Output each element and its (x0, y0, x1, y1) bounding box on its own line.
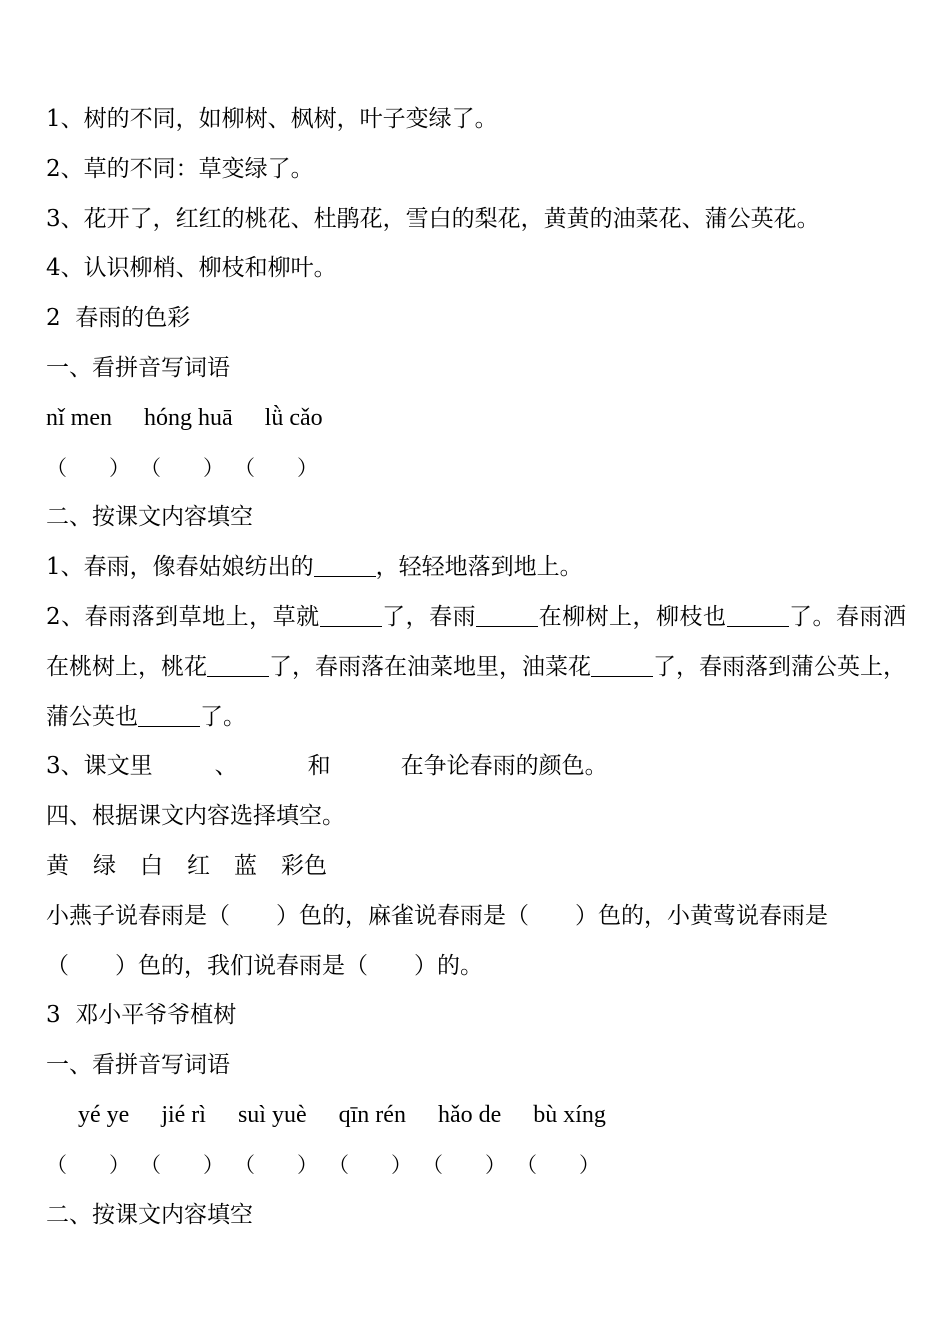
fill-text: 在柳树上，柳枝也 (538, 603, 727, 630)
fill-text: 了，春雨落到蒲公英上，蒲公英也 (46, 653, 906, 730)
fill-blank[interactable] (320, 603, 382, 627)
answer-paren[interactable]: （ ） (234, 455, 318, 480)
section-choice-title: 四、根据课文内容选择填空。 (46, 803, 345, 830)
choice-option: 绿 (93, 852, 116, 879)
answer-paren[interactable]: （ ） (140, 1152, 224, 1177)
fill-text: 在争论春雨的颜色。 (400, 753, 608, 780)
text-line-tree: 1、树的不同，如柳树、枫树，叶子变绿了。 (46, 106, 498, 132)
fill-blank[interactable] (138, 703, 200, 727)
text-line-grass: 2、草的不同：草变绿了。 (46, 155, 314, 182)
answer-paren[interactable]: （ ） (140, 455, 224, 480)
pinyin-word: suì yuè (237, 1101, 307, 1128)
choice-option: 蓝 (234, 852, 257, 879)
fill-text: 了，春雨 (381, 603, 477, 630)
lesson-2-title: 2 春雨的色彩 (46, 305, 191, 332)
answer-paren[interactable]: （ ） (422, 1152, 506, 1177)
fill-text: 了，春雨落在油菜地里，油菜花 (269, 653, 591, 680)
fill-text: ，轻轻地落到地上。 (375, 554, 583, 581)
fill-blank[interactable] (727, 603, 789, 627)
answer-paren[interactable]: （ ） (516, 1152, 600, 1177)
fill-text: 和 (307, 753, 331, 780)
answer-paren-row-1 (46, 444, 906, 494)
worksheet-page (46, 95, 906, 1240)
section-pinyin-title: 一、看拼音写词语 (46, 354, 230, 381)
section-fill-title: 二、按课文内容填空 (46, 504, 253, 531)
pinyin-word: yé ye (78, 1101, 130, 1128)
answer-paren[interactable]: （ ） (234, 1152, 318, 1177)
fill-question-2 (46, 593, 906, 742)
fill-blank[interactable] (591, 653, 653, 677)
choice-option: 红 (187, 852, 210, 879)
choice-option: 黄 (46, 852, 69, 879)
fill-text: 1、春雨，像春姑娘纺出的 (46, 554, 314, 581)
pinyin-word: jié rì (161, 1101, 206, 1128)
lesson-3-title: 3 邓小平爷爷植树 (46, 1002, 237, 1029)
fill-blank[interactable] (207, 653, 269, 677)
pinyin-word: hǎo de (437, 1101, 502, 1128)
fill-question-3 (46, 742, 906, 792)
answer-paren[interactable]: （ ） (46, 455, 130, 480)
answer-paren[interactable]: （ ） (46, 1152, 130, 1177)
text-line-willow: 4、认识柳梢、柳枝和柳叶。 (46, 255, 337, 282)
fill-text: 、 (214, 753, 238, 780)
pinyin-word: lǜ cǎo (264, 404, 323, 431)
text-line-flowers: 3、花开了，红红的桃花、杜鹃花，雪白的梨花，黄黄的油菜花、蒲公英花。 (46, 205, 820, 232)
pinyin-word: nǐ men (46, 404, 112, 431)
choice-option: 彩色 (281, 852, 327, 879)
answer-paren-row-2 (46, 1141, 906, 1191)
fill-text: 了。春雨洒在桃树上，桃花 (46, 603, 907, 680)
pinyin-row-2 (46, 1091, 906, 1141)
fill-blank[interactable] (476, 603, 538, 627)
pinyin-word: hóng huā (144, 404, 233, 431)
fill-text: 了。 (200, 703, 246, 730)
pinyin-row-1 (46, 394, 906, 444)
choice-option: 白 (140, 852, 163, 879)
section-pinyin-title-2: 一、看拼音写词语 (46, 1052, 230, 1079)
fill-text: 2、春雨落到草地上，草就 (46, 603, 320, 630)
answer-paren[interactable]: （ ） (328, 1152, 412, 1177)
section-fill-title-2: 二、按课文内容填空 (46, 1201, 253, 1228)
pinyin-word: qīn rén (338, 1101, 406, 1128)
choice-options (46, 842, 906, 892)
choice-fill-paragraph: 小燕子说春雨是（ ）色的，麻雀说春雨是（ ）色的，小黄莺说春雨是（ ）色的，我们说春雨是（ ）的。 (46, 902, 828, 979)
fill-blank[interactable] (314, 553, 376, 577)
pinyin-word: bù xíng (533, 1101, 606, 1128)
fill-text: 3、课文里 (46, 753, 153, 780)
fill-question-1 (46, 543, 906, 593)
